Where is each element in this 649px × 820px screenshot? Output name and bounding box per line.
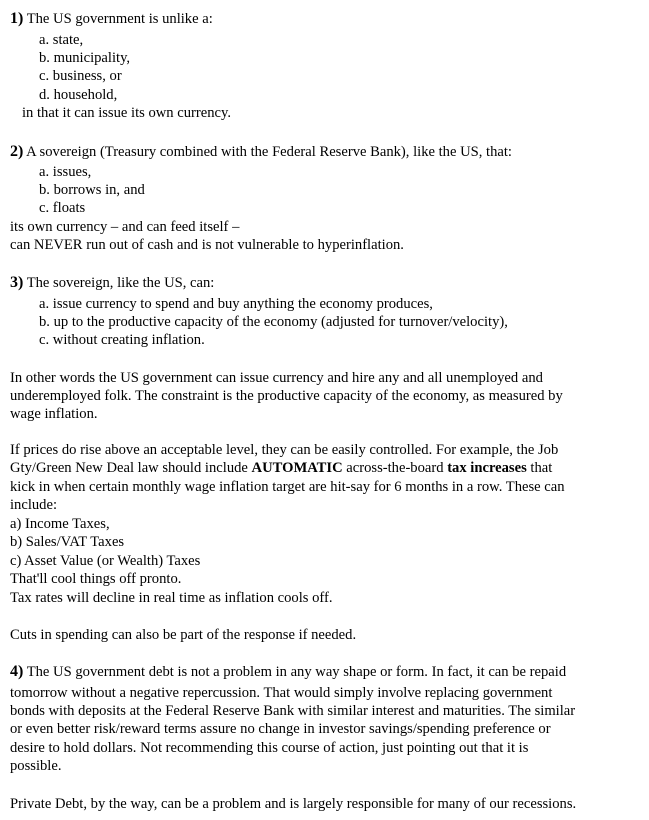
section-4-number: 4) xyxy=(10,663,24,680)
paragraph-line xyxy=(10,459,552,477)
text-run: Gty/Green New Deal law should include xyxy=(10,460,252,476)
section-3-item: a. issue currency to spend and buy anything the economy produces, xyxy=(39,296,433,312)
paragraph-line: Cuts in spending can also be part of the response if needed. xyxy=(10,627,357,643)
section-4-line xyxy=(10,663,566,681)
section-4-line: possible. xyxy=(10,758,62,774)
section-4-line: desire to hold dollars. Not recommending this course of action, just pointing out that it is xyxy=(10,740,529,756)
paragraph-line: wage inflation. xyxy=(10,406,98,422)
section-3-number: 3) xyxy=(10,274,24,291)
paragraph-line: underemployed folk. The constraint is the productive capacity of the economy, as measured by xyxy=(10,388,563,404)
emphasis-tax-increases: tax increases xyxy=(447,460,527,476)
section-2-number: 2) xyxy=(10,143,24,160)
section-3-item: c. without creating inflation. xyxy=(39,332,205,348)
section-2-item: a. issues, xyxy=(39,164,92,180)
section-1-heading xyxy=(10,10,213,28)
tax-list-item: c) Asset Value (or Wealth) Taxes xyxy=(10,553,201,569)
text-run: across-the-board xyxy=(342,460,448,476)
section-2-tail: can NEVER run out of cash and is not vulnerable to hyperinflation. xyxy=(10,237,404,253)
paragraph-line: Private Debt, by the way, can be a problem and is largely responsible for many of our recessions. xyxy=(10,796,577,812)
emphasis-automatic: AUTOMATIC xyxy=(251,460,343,476)
section-1-lead: The US government is unlike a: xyxy=(26,11,213,27)
section-1-number: 1) xyxy=(10,10,24,27)
section-2-lead: A sovereign (Treasury combined with the Federal Reserve Bank), like the US, that: xyxy=(26,144,512,160)
paragraph-line: kick in when certain monthly wage inflation target are hit-say for 6 months in a row. These can xyxy=(10,479,565,495)
section-4-line: or even better risk/reward terms assure no change in investor savings/spending preference or xyxy=(10,721,551,737)
paragraph-line: That'll cool things off pronto. xyxy=(10,571,182,587)
section-3-item: b. up to the productive capacity of the economy (adjusted for turnover/velocity), xyxy=(39,314,508,330)
section-2-heading xyxy=(10,143,512,161)
paragraph-line: include: xyxy=(10,497,58,513)
section-4-text: The US government debt is not a problem in any way shape or form. In fact, it can be repaid xyxy=(23,664,567,680)
section-1-item: b. municipality, xyxy=(39,50,131,66)
section-1-item: c. business, or xyxy=(39,68,122,84)
paragraph-line: If prices do rise above an acceptable level, they can be easily controlled. For example, the Job xyxy=(10,442,559,458)
paragraph-line: Tax rates will decline in real time as inflation cools off. xyxy=(10,590,333,606)
section-4-line: tomorrow without a negative repercussion. That would simply involve replacing government xyxy=(10,685,553,701)
paragraph-line: In other words the US government can issue currency and hire any and all unemployed and xyxy=(10,370,543,386)
section-2-item: c. floats xyxy=(39,200,86,216)
text-run: that xyxy=(526,460,553,476)
section-4-line: bonds with deposits at the Federal Reserve Bank with similar interest and maturities. The similar xyxy=(10,703,576,719)
tax-list-item: b) Sales/VAT Taxes xyxy=(10,534,125,550)
section-2-tail: its own currency – and can feed itself – xyxy=(10,219,240,235)
tax-list-item: a) Income Taxes, xyxy=(10,516,110,532)
section-2-item: b. borrows in, and xyxy=(39,182,145,198)
section-1-item: d. household, xyxy=(39,87,118,103)
section-3-heading xyxy=(10,274,214,292)
section-1-tail: in that it can issue its own currency. xyxy=(22,105,231,121)
section-1-item: a. state, xyxy=(39,32,84,48)
section-3-lead: The sovereign, like the US, can: xyxy=(26,275,215,291)
